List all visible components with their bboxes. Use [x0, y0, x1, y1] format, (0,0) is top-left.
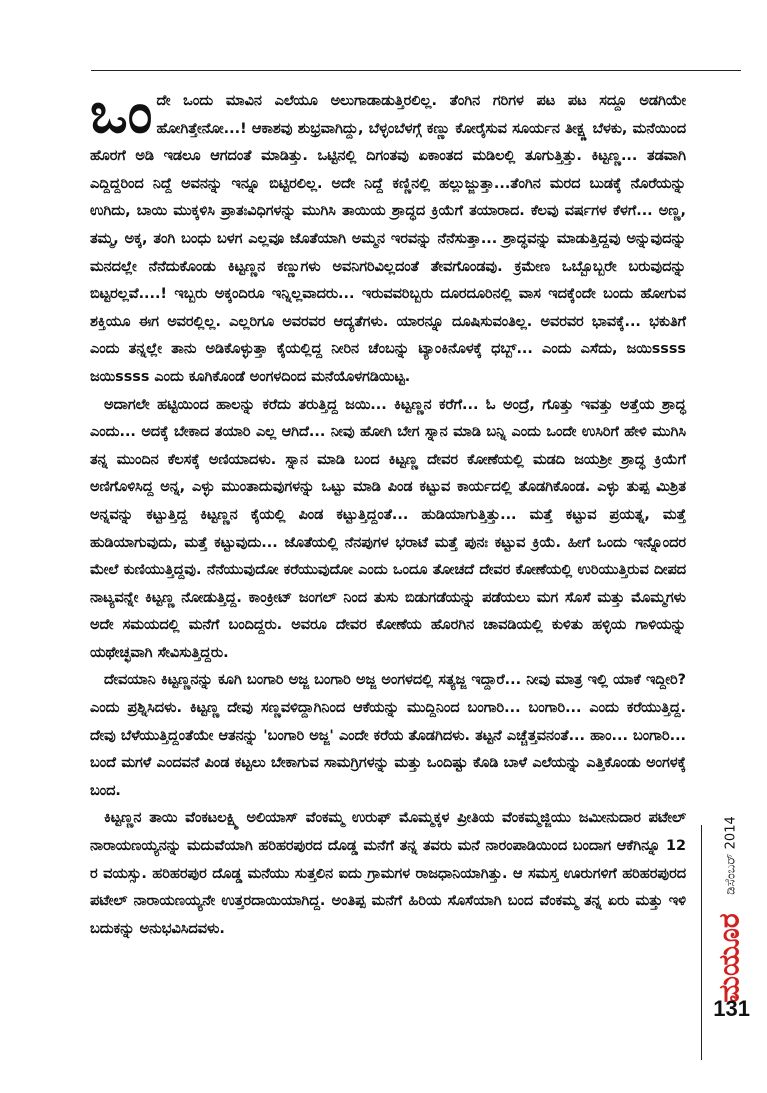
paragraph-4: ಕಿಟ್ಟಣ್ಣನ ತಾಯಿ ವೆಂಕಟಲಕ್ಷ್ಮಿ ಅಲಿಯಾಸ್ ವೆಂಕಮ್ಮ ಉರುಫ್ ಮೊಮ್ಮಕ್ಕಳ ಪ್ರೀತಿಯ ವೆಂಕಮ್ಮಜ್ಜಿಯು ಜಮೀನುದಾರ ಪಟೇಲ್ ನಾರಾಯಣಯ್ಯನನ್ನು ಮದುವೆಯಾಗಿ ಹರಿಹರಪುರದ ದೊಡ್ಡ ಮನೆಗೆ ತನ್ನ ತವರು ಮನೆ ನಾರಂಪಾಡಿಯಿಂದ ಬಂದಾಗ ಆಕೆಗಿನ್ನೂ 12 ರ ವಯಸ್ಸು. ಹರಿಹರಪುರ ದೊಡ್ಡ ಮನೆಯು ಸುತ್ತಲಿನ ಐದು ಗ್ರಾಮಗಳ ರಾಜಧಾನಿಯಾಗಿತ್ತು. ಆ ಸಮಸ್ತ ಊರುಗಳಿಗೆ ಹರಿಹರಪುರದ ಪಟೇಲ್ ನಾರಾಯಣಯ್ಯನೇ ಉತ್ತರದಾಯಿಯಾಗಿದ್ದ. ಅಂತಿಪ್ಪ ಮನೆಗೆ ಹಿರಿಯ ಸೊಸೆಯಾಗಿ ಬಂದ ವೆಂಕಮ್ಮ ತನ್ನ ಏರು ಮತ್ತು ಇಳಿ ಬದುಕನ್ನು ಅನುಭವಿಸಿದವಳು.	[90, 810, 686, 937]
top-rule	[91, 70, 741, 71]
page-number: 131	[713, 996, 750, 1021]
side-rule	[701, 825, 702, 1060]
paragraph-2: ಅದಾಗಲೇ ಹಟ್ಟಿಯಿಂದ ಹಾಲನ್ನು ಕರೆದು ತರುತ್ತಿದ್ದ ಜಯಿ... ಕಿಟ್ಟಣ್ಣನ ಕರೆಗೆ... ಓ ಅಂದ್ರೆ, ಗೊತ್ತು ಇವತ್ತು ಅತ್ತೆಯ ಶ್ರಾದ್ಧ ಎಂದು... ಅದಕ್ಕೆ ಬೇಕಾದ ತಯಾರಿ ಎಲ್ಲ ಆಗಿದೆ... ನೀವು ಹೋಗಿ ಬೇಗ ಸ್ನಾನ ಮಾಡಿ ಬನ್ನಿ ಎಂದು ಒಂದೇ ಉಸಿರಿಗೆ ಹೇಳಿ ಮುಗಿಸಿ ತನ್ನ ಮುಂದಿನ ಕೆಲಸಕ್ಕೆ ಅಣಿಯಾದಳು. ಸ್ನಾನ ಮಾಡಿ ಬಂದ ಕಿಟ್ಟಣ್ಣ ದೇವರ ಕೋಣೆಯಲ್ಲಿ ಮಡದಿ ಜಯಶ್ರೀ ಶ್ರಾದ್ಧ ಕ್ರಿಯೆಗೆ ಅಣಿಗೊಳಿಸಿದ್ದ ಅನ್ನ, ಎಳ್ಳು ಮುಂತಾದುವುಗಳನ್ನು ಒಟ್ಟು ಮಾಡಿ ಪಿಂಡ ಕಟ್ಟುವ ಕಾರ್ಯದಲ್ಲಿ ತೊಡಗಿಕೊಂಡ. ಎಳ್ಳು ತುಪ್ಪ ಮಿಶ್ರಿತ ಅನ್ನವನ್ನು ಕಟ್ಟುತ್ತಿದ್ದ ಕಿಟ್ಟಣ್ಣನ ಕೈಯಲ್ಲಿ ಪಿಂಡ ಕಟ್ಟುತ್ತಿದ್ದಂತೆ... ಹುಡಿಯಾಗುತ್ತಿತ್ತು... ಮತ್ತೆ ಕಟ್ಟುವ ಪ್ರಯತ್ನ, ಮತ್ತೆ ಹುಡಿಯಾಗುವುದು, ಮತ್ತೆ ಕಟ್ಟುವುದು... ಜೊತೆಯಲ್ಲಿ ನೆನಪುಗಳ ಭರಾಟೆ ಮತ್ತೆ ಪುನಃ ಕಟ್ಟುವ ಕ್ರಿಯೆ. ಹೀಗೆ ಒಂದು ಇನ್ನೊಂದರ ಮೇಲೆ ಕುಣಿಯುತ್ತಿದ್ದವು. ನೆನೆಯುವುದೋ ಕರೆಯುವುದೋ ಎಂದು ಒಂದೂ ತೋಚದೆ ದೇವರ ಕೋಣೆಯಲ್ಲಿ ಉರಿಯುತ್ತಿರುವ ದೀಪದ ನಾಟ್ಯವನ್ನೇ ಕಿಟ್ಟಣ್ಣ ನೋಡುತ್ತಿದ್ದ. ಕಾಂಕ್ರೀಟ್ ಜಂಗಲ್ ನಿಂದ ತುಸು ಬಿಡುಗಡೆಯನ್ನು ಪಡೆಯಲು ಮಗ ಸೊಸೆ ಮತ್ತು ಮೊಮ್ಮಗಳು ಅದೇ ಸಮಯದಲ್ಲಿ ಮನೆಗೆ ಬಂದಿದ್ದರು. ಅವರೂ ದೇವರ ಕೋಣೆಯ ಹೊರಗಿನ ಚಾವಡಿಯಲ್ಲಿ ಕುಳಿತು ಹಳ್ಳಿಯ ಗಾಳಿಯನ್ನು ಯಥೇಚ್ಛವಾಗಿ ಸೇವಿಸುತ್ತಿದ್ದರು.	[90, 396, 686, 661]
paragraph-1-text: ದೇ ಒಂದು ಮಾವಿನ ಎಲೆಯೂ ಅಲುಗಾಡಾಡುತ್ತಿರಲಿಲ್ಲ. ತೆಂಗಿನ ಗರಿಗಳ ಪಟ ಪಟ ಸದ್ದೂ ಅಡಗಿಯೇ ಹೋಗಿತ್ತೇನೋ...! ಆಕಾಶವು ಶುಭ್ರವಾಗಿದ್ದು, ಬೆಳ್ಳಂಬೆಳಗ್ಗೆ ಕಣ್ಣು ಕೋರೈಸುವ ಸೂರ್ಯನ ತೀಕ್ಷ್ಣ ಬೆಳಕು, ಮನೆಯಿಂದ ಹೊರಗೆ ಅಡಿ ಇಡಲೂ ಆಗದಂತೆ ಮಾಡಿತ್ತು. ಒಟ್ಟಿನಲ್ಲಿ ದಿಗಂತವು ಏಕಾಂತದ ಮಡಿಲಲ್ಲಿ ತೂಗುತ್ತಿತ್ತು. ಕಿಟ್ಟಣ್ಣ... ತಡವಾಗಿ ಎದ್ದಿದ್ದರಿಂದ ನಿದ್ದೆ ಅವನನ್ನು ಇನ್ನೂ ಬಿಟ್ಟಿರಲಿಲ್ಲ. ಅದೇ ನಿದ್ದೆ ಕಣ್ಣಿನಲ್ಲಿ ಹಲ್ಲುಜ್ಜುತ್ತಾ...ತೆಂಗಿನ ಮರದ ಬುಡಕ್ಕೆ ನೊರೆಯನ್ನು ಉಗಿದು, ಬಾಯಿ ಮುಕ್ಕಳಿಸಿ ಪ್ರಾತಃವಿಧಿಗಳನ್ನು ಮುಗಿಸಿ ತಾಯಿಯ ಶ್ರಾದ್ಧದ ಕ್ರಿಯೆಗೆ ತಯಾರಾದ. ಕೆಲವು ವರ್ಷಗಳ ಕೆಳಗೆ... ಅಣ್ಣ, ತಮ್ಮ, ಅಕ್ಕ, ತಂಗಿ ಬಂಧು ಬಳಗ ಎಲ್ಲವೂ ಜೊತೆಯಾಗಿ ಅಮ್ಮನ ಇರವನ್ನು ನೆನೆಸುತ್ತಾ... ಶ್ರಾದ್ಧವನ್ನು ಮಾಡುತ್ತಿದ್ದವು ಅನ್ನುವುದನ್ನು ಮನದಲ್ಲೇ ನೆನೆದುಕೊಂಡು ಕಿಟ್ಟಣ್ಣನ ಕಣ್ಣುಗಳು ಅವನಿಗರಿವಿಲ್ಲದಂತೆ ತೇವಗೊಂಡವು. ಕ್ರಮೇಣ ಒಬ್ಬೊಬ್ಬರೇ ಬರುವುದನ್ನು ಬಿಟ್ಟರಲ್ಲವೆ....! ಇಬ್ಬರು ಅಕ್ಕಂದಿರೂ ಇನ್ನಿಲ್ಲವಾದರು... ಇರುವವರಿಬ್ಬರು ದೂರದೂರಿನಲ್ಲಿ ವಾಸ ಇದಕ್ಕೆಂದೇ ಬಂದು ಹೋಗುವ ಶಕ್ತಿಯೂ ಈಗ ಅವರಲ್ಲಿಲ್ಲ. ಎಲ್ಲರಿಗೂ ಅವರವರ ಆದ್ಯತೆಗಳು. ಯಾರನ್ನೂ ದೂಷಿಸುವಂತಿಲ್ಲ. ಅವರವರ ಭಾವಕ್ಕೆ... ಭಕುತಿಗೆ ಎಂದು ತನ್ನಲ್ಲೇ ತಾನು ಅಡಿಕೊಳ್ಳುತ್ತಾ ಕೈಯಲ್ಲಿದ್ದ ನೀರಿನ ಚೆಂಬನ್ನು ಟ್ಯಾಂಕಿನೊಳಕ್ಕೆ ಧಬ್ಬ್... ಎಂದು ಎಸೆದು, ಜಯಿssss ಜಯಿssss ಎಂದು ಕೂಗಿಕೊಂಡೆ ಅಂಗಳದಿಂದ ಮನೆಯೊಳಗಡಿಯಿಟ್ಟ.	[90, 93, 686, 385]
issue-date-text: ಡಿಸೆಂಬರ್ 2014	[723, 815, 739, 895]
magazine-logo	[710, 908, 750, 1008]
issue-date	[716, 800, 746, 910]
drop-cap: ಒಂ	[90, 80, 153, 146]
article-body	[90, 80, 686, 943]
paragraph-3: ದೇವಯಾನಿ ಕಿಟ್ಟಣ್ಣನನ್ನು ಕೂಗಿ ಬಂಗಾರಿ ಅಜ್ಜ ಬಂಗಾರಿ ಅಜ್ಜ ಅಂಗಳದಲ್ಲಿ ಸತ್ಯಜ್ಜ ಇದ್ದಾರೆ... ನೀವು ಮಾತ್ರ ಇಲ್ಲಿ ಯಾಕೆ ಇದ್ದೀರಿ? ಎಂದು ಪ್ರಶ್ನಿಸಿದಳು. ಕಿಟ್ಟಣ್ಣ ದೇವು ಸಣ್ಣವಳಿದ್ದಾಗಿನಿಂದ ಆಕೆಯನ್ನು ಮುದ್ದಿನಿಂದ ಬಂಗಾರಿ... ಬಂಗಾರಿ... ಎಂದು ಕರೆಯುತ್ತಿದ್ದ. ದೇವು ಬೆಳೆಯುತ್ತಿದ್ದಂತೆಯೇ ಆತನನ್ನು 'ಬಂಗಾರಿ ಅಜ್ಜ' ಎಂದೇ ಕರೆಯ ತೊಡಗಿದಳು. ತಟ್ಟನೆ ಎಚ್ಚೆತ್ತವನಂತೆ... ಹಾಂ... ಬಂಗಾರಿ... ಬಂದೆ ಮಗಳೆ ಎಂದವನೆ ಪಿಂಡ ಕಟ್ಟಲು ಬೇಕಾಗುವ ಸಾಮಗ್ರಿಗಳನ್ನು ಮತ್ತು ಒಂದಿಷ್ಟು ಕೊಡಿ ಬಾಳೆ ಎಲೆಯನ್ನು ಎತ್ತಿಕೊಂಡು ಅಂಗಳಕ್ಕೆ ಬಂದ.	[90, 672, 686, 799]
magazine-logo-text: ಮಯೂರ	[713, 913, 747, 1003]
paragraph-1	[90, 80, 686, 392]
